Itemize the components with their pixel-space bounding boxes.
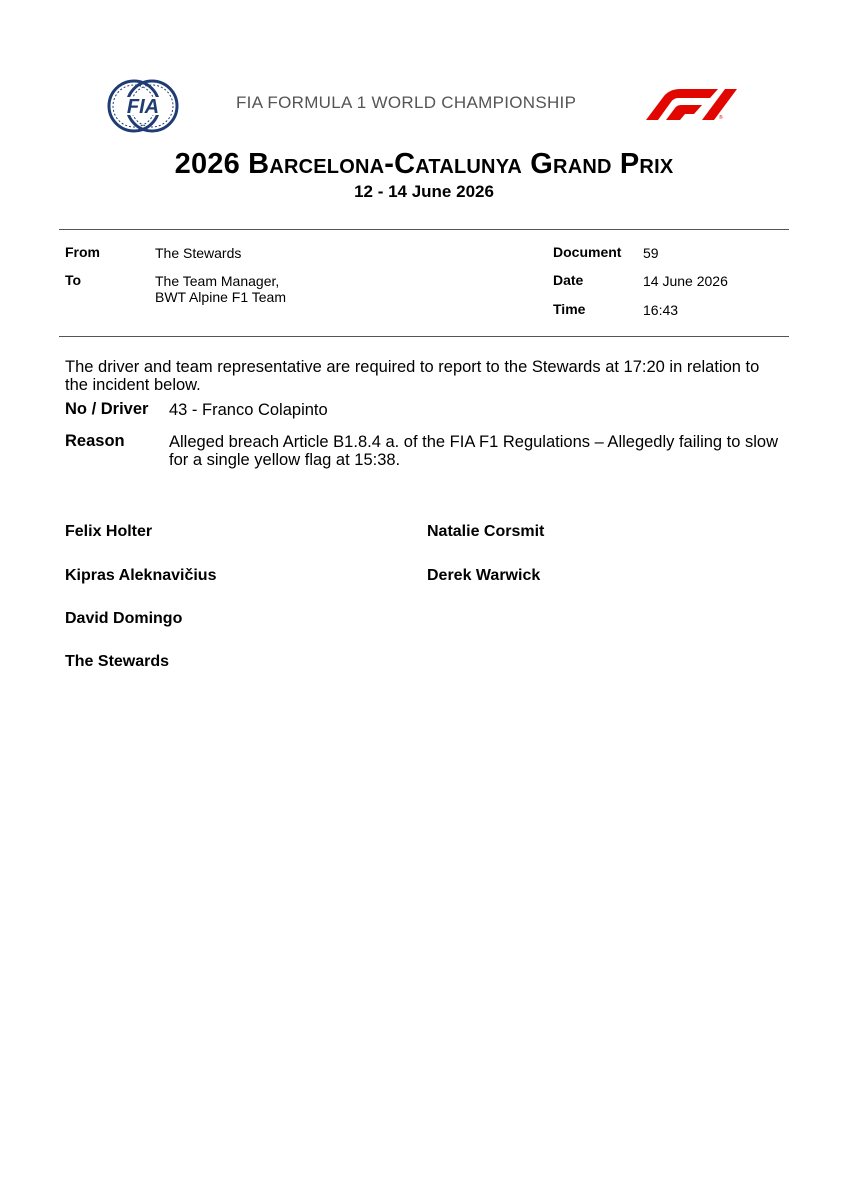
bottom-divider <box>59 336 789 337</box>
svg-text:®: ® <box>719 115 723 120</box>
reason-label: Reason <box>65 432 125 450</box>
to-value-line2: BWT Alpine F1 Team <box>155 289 286 305</box>
event-title: 2026 Barcelona-Catalunya Grand Prix <box>174 148 674 180</box>
document-label: Document <box>553 244 622 260</box>
f1-logo <box>636 88 738 120</box>
reason-value: Alleged breach Article B1.8.4 a. of the FIA F1 Regulations – Allegedly failing to slow for a single yellow flag at 15:38. <box>169 433 779 469</box>
fia-logo <box>106 78 180 134</box>
signatory-left-2: Kipras Aleknavičius <box>65 567 217 584</box>
top-divider <box>59 229 789 230</box>
from-label: From <box>65 244 100 260</box>
signatory-left-4: The Stewards <box>65 653 170 670</box>
signatory-right-1: Natalie Corsmit <box>427 523 545 540</box>
signatory-right-2: Derek Warwick <box>427 567 541 584</box>
to-value-line1: The Team Manager, <box>155 273 280 289</box>
from-value: The Stewards <box>155 245 242 261</box>
event-dates: 12 - 14 June 2026 <box>354 182 494 201</box>
date-label: Date <box>553 272 584 288</box>
document-value: 59 <box>643 245 659 261</box>
time-label: Time <box>553 301 586 317</box>
driver-label: No / Driver <box>65 400 149 418</box>
driver-value: 43 - Franco Colapinto <box>169 401 328 419</box>
time-value: 16:43 <box>643 302 679 318</box>
championship-title: FIA FORMULA 1 WORLD CHAMPIONSHIP <box>236 93 577 112</box>
signatory-left-1: Felix Holter <box>65 523 153 540</box>
to-label: To <box>65 272 82 288</box>
summons-intro: The driver and team representative are required to report to the Stewards at 17:20 in relation to the incident below. <box>65 358 760 394</box>
signatory-left-3: David Domingo <box>65 610 183 627</box>
date-value: 14 June 2026 <box>643 273 728 289</box>
fia-logo-text: FIA <box>126 96 160 118</box>
